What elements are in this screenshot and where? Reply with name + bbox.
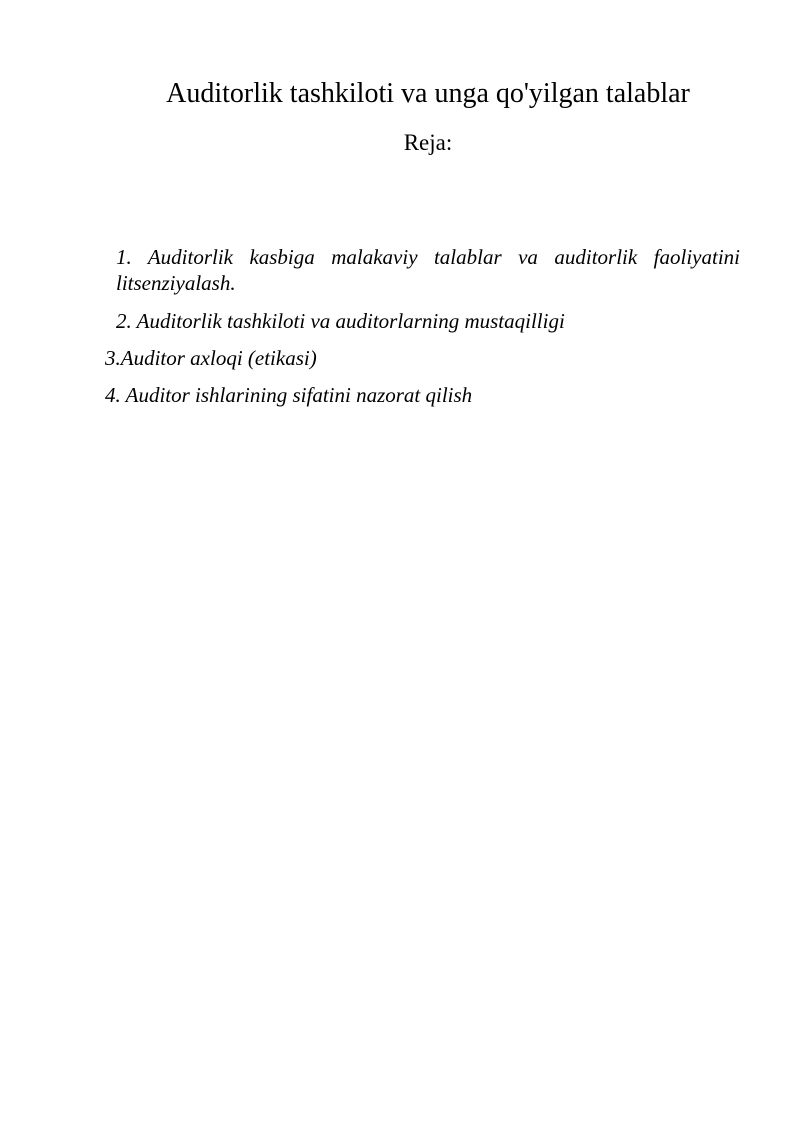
- plan-item-3: 3.Auditor axloqi (etikasi): [105, 346, 317, 370]
- plan-item-4: 4. Auditor ishlarining sifatini nazorat qilish: [105, 383, 473, 407]
- plan-item-1: 1. Auditorlik kasbiga malakaviy talablar va auditorlik faoliyatini litsenziyalash.: [116, 245, 740, 295]
- plan-heading: Reja:: [403, 130, 453, 155]
- plan-item-2: 2. Auditorlik tashkiloti va auditorlarning mustaqilligi: [116, 309, 565, 333]
- document-title: Auditorlik tashkiloti va unga qo'yilgan talablar: [166, 78, 690, 109]
